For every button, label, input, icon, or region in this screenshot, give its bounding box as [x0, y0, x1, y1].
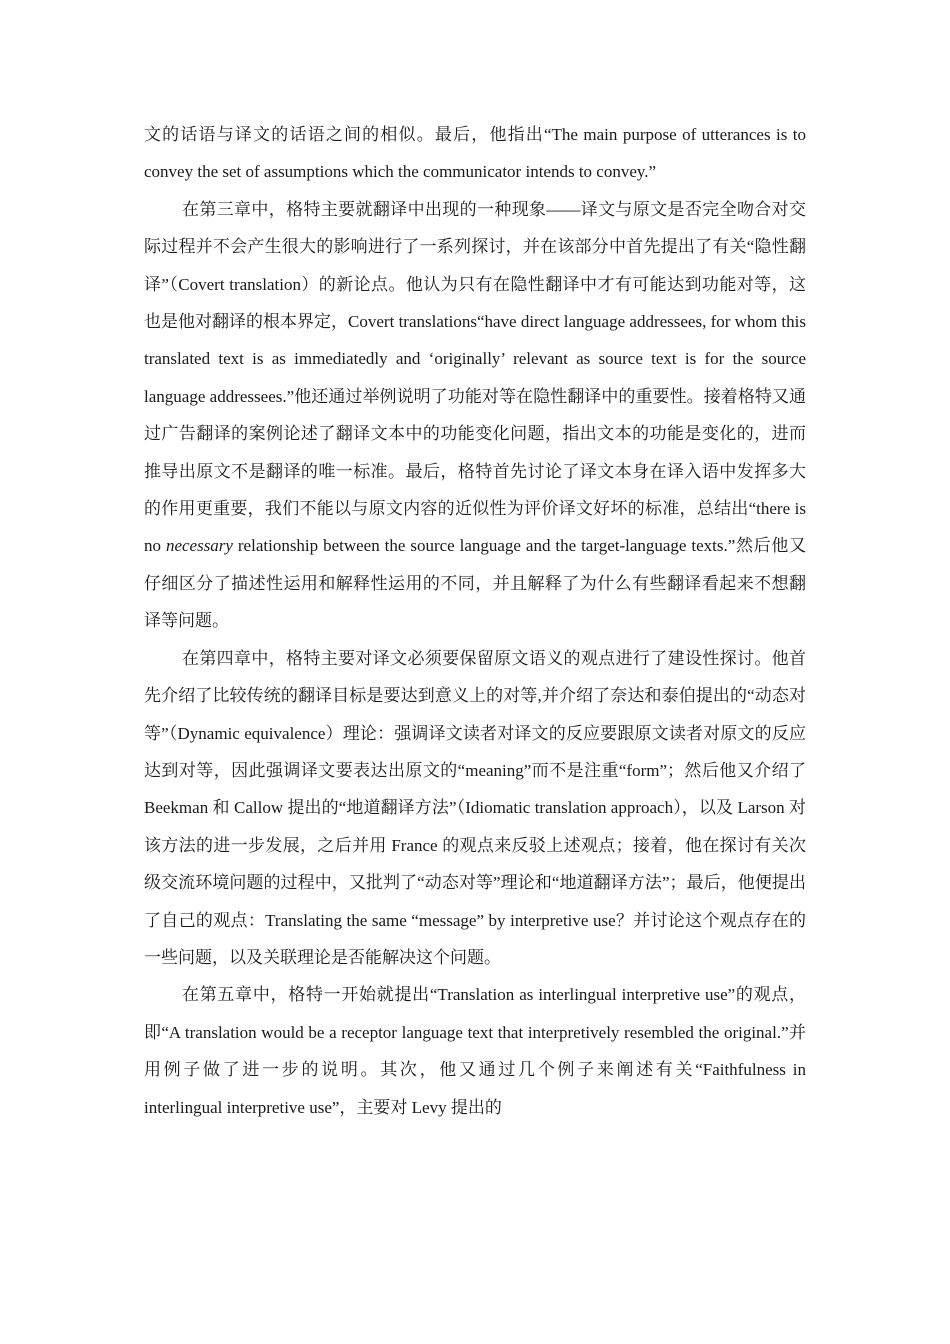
paragraph-text: 在第四章中，格特主要对译文必须要保留原文语义的观点进行了建设性探讨。他首先介绍了比较传统的翻译目标是要达到意义上的对等,并介绍了奈达和泰伯提出的“动态对等”（Dynamic equivalence）理论：强调译文读者对译文的反应要跟原文读者对原文的反应达到对等，因此强调译文要表达出原文的“meaning”而不是注重“form”；然后他又介绍了 Beekman 和 Callow 提出的“地道翻译方法”（Idiomatic translation approach），以及 Larson 对该方法的进一步发展，之后并用 France 的观点来反驳上述观点；接着，他在探讨有关次级交流环境问题的过程中，又批判了“动态对等”理论和“地道翻译方法”；最后，他便提出了自己的观点：Translating the same “message” by interpretive use？并讨论这个观点存在的一些问题，以及关联理论是否能解决这个问题。 [144, 648, 806, 967]
paragraph-text: 文的话语与译文的话语之间的相似。最后，他指出“The main purpose of utterances is to convey the set of assumptions which the communicator intends to convey.” [144, 125, 806, 182]
paragraph-text: 在第五章中，格特一开始就提出“Translation as interlingual interpretive use”的观点，即“A translation would be a receptor language text that interpretively resembled the original.”并用例子做了进一步的说明。其次，他又通过几个例子来阐述有关“Faithfulness in interlingual interpretive use”，主要对 Levy 提出的 [144, 985, 806, 1117]
paragraph-chapter-five [144, 976, 806, 1126]
paragraph-text: 在第三章中，格特主要就翻译中出现的一种现象——译文与原文是否完全吻合对交际过程并不会产生很大的影响进行了一系列探讨，并在该部分中首先提出了有关“隐性翻译”（Covert translation）的新论点。他认为只有在隐性翻译中才有可能达到功能对等，这也是他对翻译的根本界定，Covert translations“have direct language addressees, for whom this translated text is as immediatedly and ‘originally’ relevant as source text is for the source language addressees.”他还通过举例说明了功能对等在隐性翻译中的重要性。接着格特又通过广告翻译的案例论述了翻译文本中的功能变化问题，指出文本的功能是变化的，进而推导出原文不是翻译的唯一标准。最后，格特首先讨论了译文本身在译入语中发挥多大的作用更重要，我们不能以与原文内容的近似性为评价译文好坏的标准，总结出“there is no [144, 199, 806, 556]
paragraph-chapter-three [144, 191, 806, 640]
paragraph-1 [144, 116, 806, 191]
paragraph-chapter-four [144, 640, 806, 977]
italic-emphasis: necessary [165, 536, 233, 556]
document-page [144, 116, 806, 1126]
paragraph-text: relationship between the source language and the target-language texts.”然后他又仔细区分了描述性运用和解释性运用的不同，并且解释了为什么有些翻译看起来不想翻译等问题。 [144, 536, 807, 631]
